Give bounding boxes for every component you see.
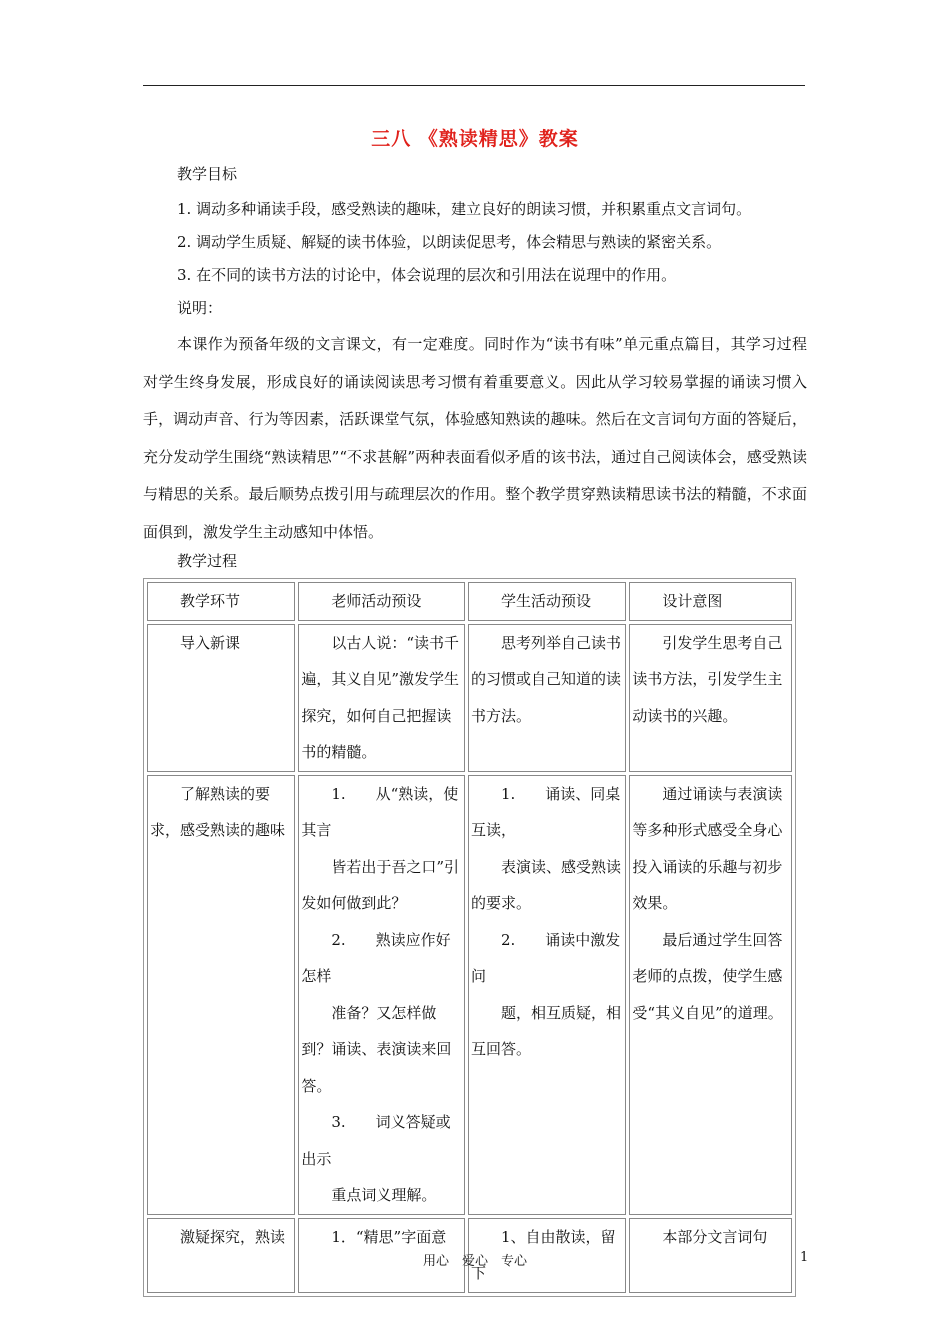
goal-item: 3. 在不同的读书方法的讨论中，体会说理的层次和引用法在说理中的作用。 bbox=[177, 266, 677, 284]
header-cell: 学生活动预设 bbox=[468, 582, 626, 621]
header-rule bbox=[143, 85, 805, 86]
student-cell bbox=[468, 624, 626, 772]
cell-text: 最后通过学生回答老师的点拨，使学生感受“其义自见”的道理。 bbox=[632, 930, 783, 1022]
cell-text: 重点词义理解。 bbox=[331, 1186, 437, 1204]
goal-item: 2. 调动学生质疑、解疑的读书体验，以朗读促思考，体会精思与熟读的紧密关系。 bbox=[177, 233, 722, 251]
header-cell: 教学环节 bbox=[147, 582, 295, 621]
student-cell bbox=[468, 775, 626, 1215]
cell-text: 通过诵读与表演读等多种形式感受全身心投入诵读的乐趣与初步效果。 bbox=[632, 784, 783, 912]
note-paragraph: 本课作为预备年级的文言课文，有一定难度。同时作为“读书有味”单元重点篇目，其学习过程对学生终身发展，形成良好的诵读阅读思考习惯有着重要意义。因此从学习较易掌握的诵读习惯入手，调动声音、行为等因素，活跃课堂气氛，体验感知熟读的趣味。然后在文言词句方面的答疑后，充分发动学生围绕“熟读精思”“不求甚解”两种表面看似矛盾的该书法，通过自己阅读体会，感受熟读与精思的关系。最后顺势点拨引用与疏理层次的作用。整个教学贯穿熟读精思读书法的精髓，不求面面俱到，激发学生主动感知中体悟。 bbox=[143, 335, 807, 541]
goal-item: 1. 调动多种诵读手段，感受熟读的趣味，建立良好的朗读习惯，并积累重点文言词句。 bbox=[177, 200, 752, 218]
cell-text: 1、自由散读，留下 bbox=[470, 1227, 616, 1282]
table-row bbox=[147, 775, 792, 1215]
cell-text: 题，相互质疑，相互回答。 bbox=[470, 1003, 621, 1058]
page-number: 1 bbox=[800, 1250, 809, 1265]
cell-text: 表演读、感受熟读的要求。 bbox=[470, 857, 621, 912]
teacher-cell bbox=[298, 775, 465, 1215]
page-footer: 用心 爱心 专心 bbox=[422, 1254, 527, 1269]
process-heading: 教学过程 bbox=[177, 552, 238, 570]
cell-text: 3. 词义答疑或出示 bbox=[301, 1113, 451, 1168]
stage-cell: 了解熟读的要求，感受熟读的趣味 bbox=[147, 775, 295, 1215]
cell-text: 本部分文言词句 bbox=[662, 1227, 768, 1246]
cell-text: 2. 诵读中激发问 bbox=[470, 930, 621, 985]
lesson-table bbox=[143, 578, 796, 1297]
table-header-row bbox=[147, 582, 792, 621]
intent-cell bbox=[629, 775, 792, 1215]
cell-text: 皆若出于吾之口”引发如何做到此？ bbox=[301, 857, 459, 912]
document-title: 三八 《熟读精思》教案 bbox=[371, 128, 579, 150]
cell-text: 以古人说：“读书千遍，其义自见”激发学生探究，如何自己把握读书的精髓。 bbox=[301, 633, 459, 761]
goals-heading: 教学目标 bbox=[177, 165, 238, 183]
teacher-cell bbox=[298, 624, 465, 772]
note-heading: 说明： bbox=[177, 299, 223, 317]
cell-text: 引发学生思考自己读书方法，引发学生主动读书的兴趣。 bbox=[632, 633, 783, 725]
cell-text: 准备？又怎样做到？诵读、表演读来回答。 bbox=[301, 1003, 452, 1095]
header-cell: 设计意图 bbox=[629, 582, 792, 621]
header-cell: 老师活动预设 bbox=[298, 582, 465, 621]
intent-cell bbox=[629, 624, 792, 772]
table-row bbox=[147, 624, 792, 772]
cell-text: 1. 诵读、同桌互读， bbox=[470, 784, 621, 839]
cell-text: 思考列举自己读书的习惯或自己知道的读书方法。 bbox=[470, 633, 621, 725]
cell-text: 2. 熟读应作好怎样 bbox=[301, 930, 451, 985]
cell-text: 1. 从“熟读，使其言 bbox=[301, 784, 459, 839]
stage-cell: 导入新课 bbox=[147, 624, 295, 772]
cell-text: 1．“精思”字面意 bbox=[331, 1227, 447, 1246]
stage-cell: 激疑探究，熟读 bbox=[147, 1218, 295, 1293]
